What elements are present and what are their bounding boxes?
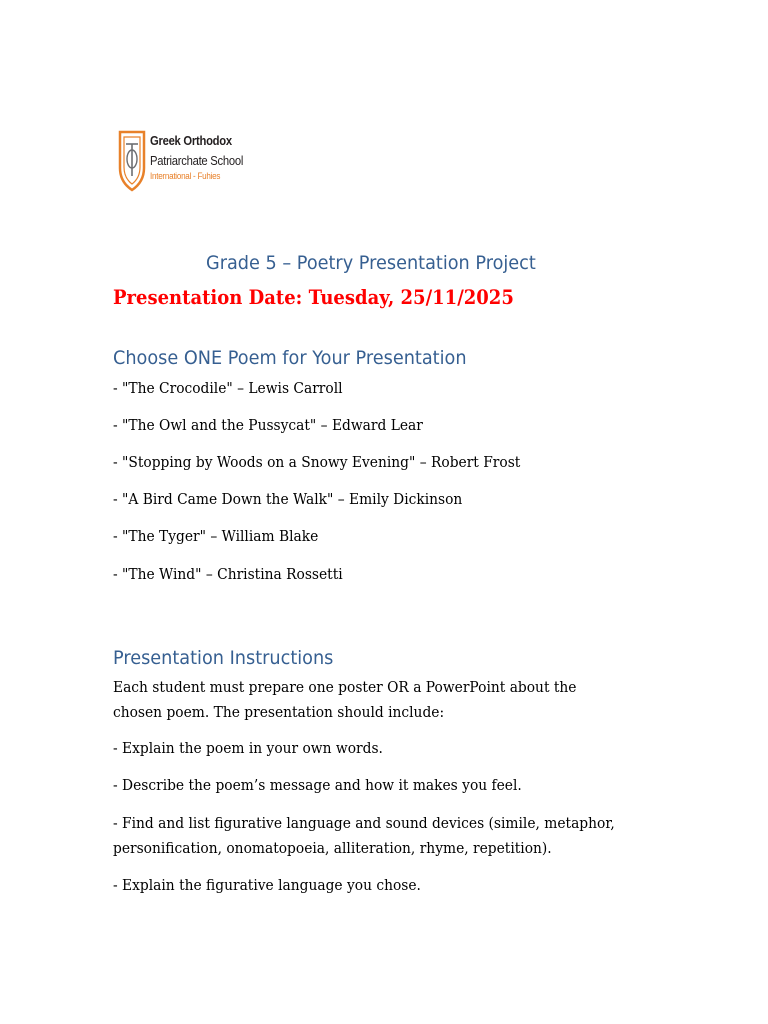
logo-text <box>150 134 253 182</box>
poem-list-item: - "The Crocodile" – Lewis Carroll <box>113 379 343 397</box>
document-title: Grade 5 – Poetry Presentation Project <box>206 252 536 274</box>
instructions-intro-line: chosen poem. The presentation should include: <box>113 703 445 721</box>
logo-school-location: International - Fuhies <box>150 171 221 181</box>
school-crest-icon <box>118 128 146 194</box>
poem-list-item: - "The Tyger" – William Blake <box>113 527 319 545</box>
school-logo <box>118 128 248 196</box>
logo-school-name-line2: Patriarchate School <box>150 154 244 168</box>
poem-list-item: - "Stopping by Woods on a Snowy Evening" – Robert Frost <box>113 453 521 471</box>
instructions-intro-line: Each student must prepare one poster OR a PowerPoint about the <box>113 678 577 696</box>
poem-list-item: - "A Bird Came Down the Walk" – Emily Dickinson <box>113 490 463 508</box>
instruction-item: - Explain the figurative language you chose. <box>113 876 421 894</box>
instruction-item: - Find and list figurative language and sound devices (simile, metaphor, <box>113 814 615 832</box>
logo-school-name-line1: Greek Orthodox <box>150 134 232 148</box>
presentation-date: Presentation Date: Tuesday, 25/11/2025 <box>113 285 514 309</box>
instruction-item-continuation: personification, onomatopoeia, alliteration, rhyme, repetition). <box>113 839 552 857</box>
instruction-item: - Describe the poem’s message and how it makes you feel. <box>113 776 522 794</box>
instructions-section-heading: Presentation Instructions <box>113 647 334 669</box>
poems-section-heading: Choose ONE Poem for Your Presentation <box>113 347 467 369</box>
poem-list-item: - "The Owl and the Pussycat" – Edward Lear <box>113 416 423 434</box>
instruction-item: - Explain the poem in your own words. <box>113 739 383 757</box>
poem-list-item: - "The Wind" – Christina Rossetti <box>113 565 343 583</box>
